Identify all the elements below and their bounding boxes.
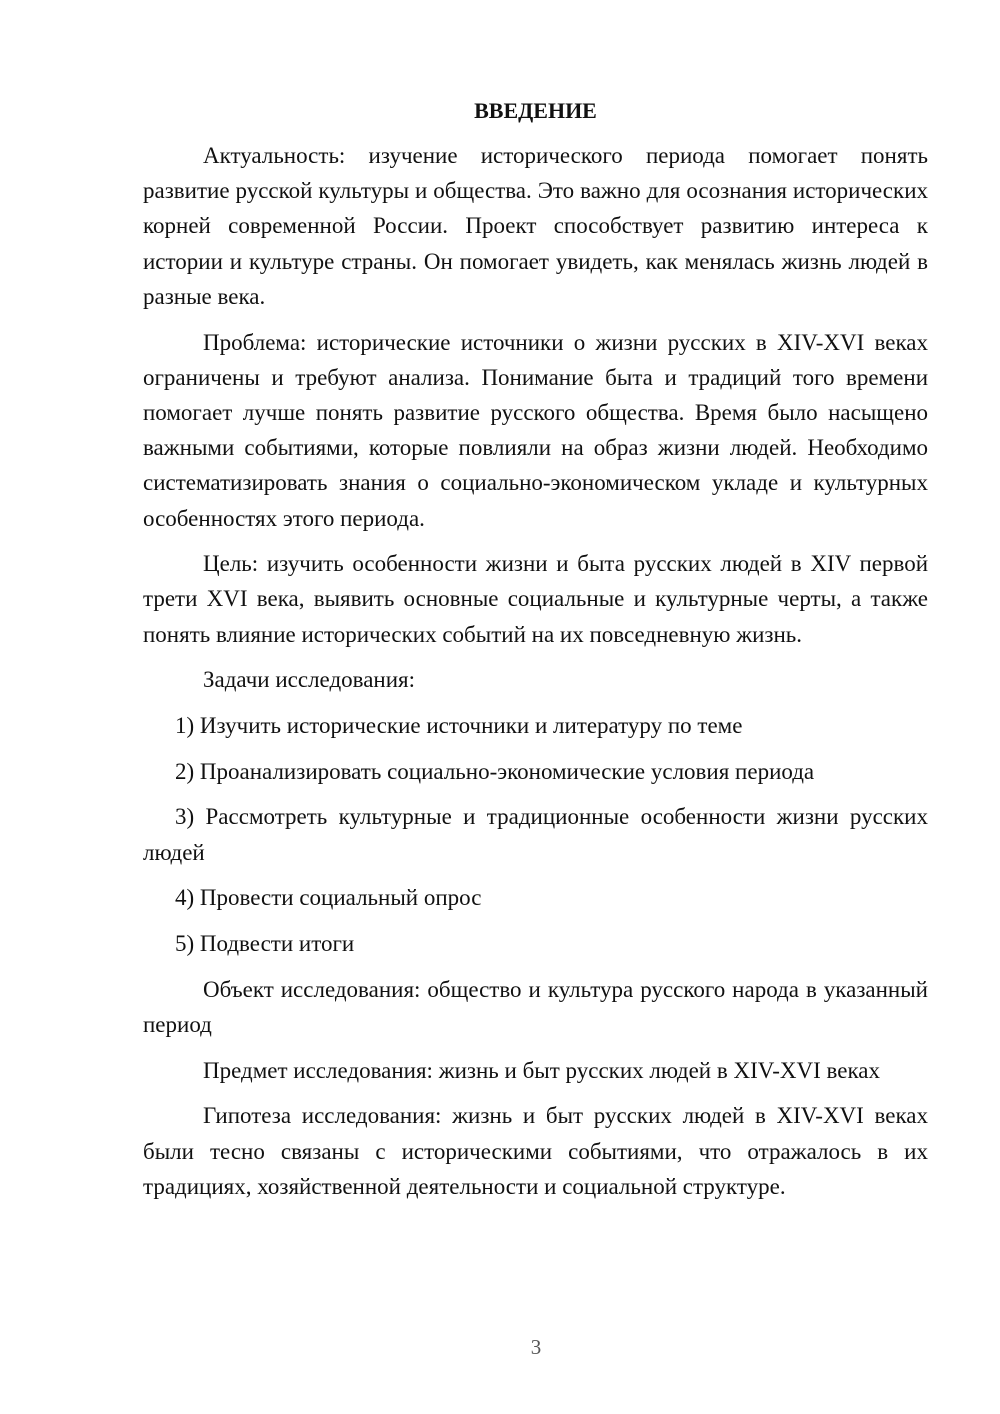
tasks-heading: Задачи исследования: bbox=[203, 667, 416, 693]
relevance-paragraph: Актуальность: изучение исторического периода помогает понять развитие русской культуры и общества. Это важно для осознания исторических корней современной России. Проект способствует развитию интереса к истории и культуре страны. Он помогает увидеть, как менялась жизнь людей в разные века. bbox=[143, 143, 928, 309]
task-item-2: 2) Проанализировать социально-экономические условия периода bbox=[175, 758, 815, 784]
page-number: 3 bbox=[530, 1335, 542, 1359]
document-page bbox=[143, 96, 928, 1214]
problem-paragraph: Проблема: исторические источники о жизни русских в XIV-XVI веках ограничены и требуют анализа. Понимание быта и традиций того времени помогает лучше понять развитие русского общества. Время было насыщено важными событиями, которые повлияли на образ жизни людей. Необходимо систематизировать знания о социально-экономическом укладе и культурных особенностях этого периода. bbox=[143, 329, 928, 531]
goal-paragraph: Цель: изучить особенности жизни и быта русских людей в XIV первой трети XVI века, выявить основные социальные и культурные черты, а также понять влияние исторических событий на их повседневную жизнь. bbox=[143, 551, 928, 647]
section-title: ВВЕДЕНИЕ bbox=[474, 98, 597, 123]
subject-paragraph: Предмет исследования: жизнь и быт русских людей в XIV-XVI веках bbox=[203, 1057, 880, 1083]
task-item-1: 1) Изучить исторические источники и литературу по теме bbox=[175, 713, 743, 739]
task-item-3: 3) Рассмотреть культурные и традиционные особенности жизни русских людей bbox=[143, 804, 928, 865]
hypothesis-paragraph: Гипотеза исследования: жизнь и быт русских людей в XIV-XVI веках были тесно связаны с историческими событиями, что отражалось в их традициях, хозяйственной деятельности и социальной структуре. bbox=[143, 1103, 928, 1199]
task-item-4: 4) Провести социальный опрос bbox=[175, 885, 482, 911]
object-paragraph: Объект исследования: общество и культура русского народа в указанный период bbox=[143, 976, 928, 1037]
task-item-5: 5) Подвести итоги bbox=[175, 931, 355, 957]
